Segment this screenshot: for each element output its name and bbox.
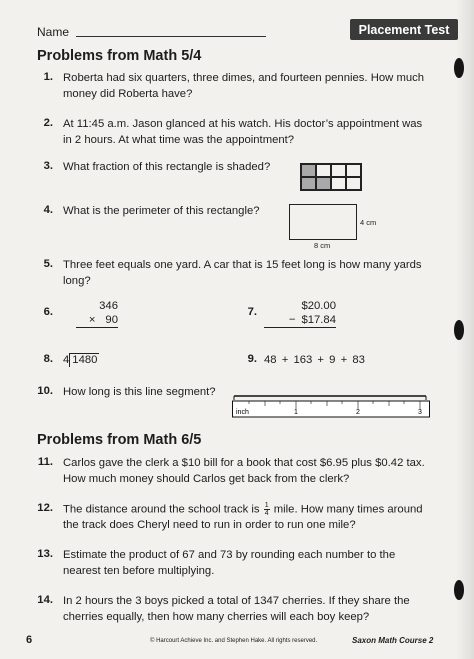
question-5	[63, 258, 453, 289]
operator: ×	[88, 314, 96, 326]
name-blank-line	[76, 36, 266, 37]
question-13	[63, 548, 453, 579]
question-text: Carlos gave the clerk a $10 bill for a book that cost $6.95 plus $0.42 tax.	[63, 457, 425, 469]
question-number: 10.	[37, 385, 53, 397]
binder-hole	[454, 58, 464, 78]
question-12	[63, 502, 453, 533]
question-text: the track does Cheryl need to run in order to run one mile?	[63, 518, 356, 531]
operator: −	[288, 314, 296, 326]
question-text: Three feet equals one yard. A car that is 15 feet long is how many yards	[63, 259, 422, 271]
question-text: How long is this line segment?	[63, 386, 216, 398]
course-title: Saxon Math Course 2	[352, 636, 434, 645]
question-9-addition: 48 + 163 + 9 + 83	[264, 354, 365, 366]
page-number: 6	[26, 634, 33, 646]
operand: 346	[99, 300, 118, 312]
ruler-body	[233, 401, 430, 417]
question-number: 7.	[247, 306, 257, 318]
ruler-tick-label: 3	[418, 409, 422, 416]
question-text: nearest ten before multiplying.	[63, 564, 215, 577]
binder-hole	[454, 580, 464, 600]
section-title-math-5-4: Problems from Math 5/4	[37, 48, 202, 64]
width-label: 8 cm	[314, 241, 331, 250]
question-14	[63, 594, 453, 625]
fraction	[264, 502, 270, 517]
question-1	[63, 71, 453, 102]
ruler-tick-label: 2	[356, 409, 360, 416]
question-text: What is the perimeter of this rectangle?	[63, 205, 260, 217]
binder-hole	[454, 320, 464, 340]
operand: $17.84	[301, 314, 336, 326]
question-number: 2.	[43, 117, 53, 129]
placement-test-badge: Placement Test	[350, 19, 458, 40]
question-text: Roberta had six quarters, three dimes, and fourteen pennies. How much	[63, 72, 425, 84]
question-text: long?	[63, 274, 91, 287]
operand-row	[76, 313, 118, 328]
operand: 90	[105, 314, 118, 326]
question-number: 6.	[43, 306, 53, 318]
perimeter-rectangle-figure	[289, 204, 357, 240]
question-text: Estimate the product of 67 and 73 by rounding each number to the	[63, 549, 396, 561]
question-number: 13.	[37, 548, 53, 560]
question-6-multiplication	[76, 299, 118, 328]
question-text: in 2 hours. At what time was the appointment?	[63, 133, 295, 146]
question-4	[63, 204, 453, 220]
question-number: 12.	[37, 502, 53, 514]
question-number: 9.	[247, 353, 257, 365]
operand: $20.00	[301, 300, 336, 312]
question-text: What fraction of this rectangle is shaded?	[63, 161, 271, 173]
divisor: 4	[63, 354, 70, 366]
ruler-unit-label: inch	[236, 409, 249, 416]
question-number: 14.	[37, 594, 53, 606]
ruler-tick-label: 1	[294, 409, 298, 416]
section-title-math-6-5: Problems from Math 6/5	[37, 432, 202, 448]
question-8-division	[63, 353, 99, 367]
question-number: 5.	[43, 258, 53, 270]
ruler-figure	[232, 394, 430, 418]
question-2	[63, 117, 453, 148]
question-7-subtraction	[264, 299, 336, 328]
operand-row	[264, 313, 336, 328]
question-text: mile. How many times around	[273, 503, 423, 516]
question-text: How much money should Carlos get back from the clerk?	[63, 472, 350, 485]
question-text: The distance around the school track is	[63, 503, 260, 516]
question-11	[63, 456, 453, 487]
fraction-numerator: 1	[264, 502, 269, 509]
shaded-rectangle-figure	[300, 163, 362, 191]
question-number: 3.	[43, 160, 53, 172]
question-number: 11.	[37, 456, 53, 468]
name-label: Name	[37, 25, 70, 39]
question-text: money did Roberta have?	[63, 87, 193, 100]
question-text: cherries equally, then how many cherries will each boy keep?	[63, 610, 370, 623]
question-3	[63, 160, 453, 176]
question-text-line	[63, 502, 453, 518]
question-number: 8.	[43, 353, 53, 365]
dividend: 1480	[69, 353, 99, 367]
fraction-denominator: 4	[264, 510, 269, 517]
height-label: 4 cm	[360, 218, 377, 227]
question-text: At 11:45 a.m. Jason glanced at his watch. His doctor’s appointment was	[63, 118, 423, 130]
copyright-notice: © Harcourt Achieve Inc. and Stephen Hake. All rights reserved.	[150, 638, 318, 644]
question-number: 1.	[43, 71, 53, 83]
question-number: 4.	[43, 204, 53, 216]
question-text: In 2 hours the 3 boys picked a total of 1347 cherries. If they share the	[63, 595, 410, 607]
